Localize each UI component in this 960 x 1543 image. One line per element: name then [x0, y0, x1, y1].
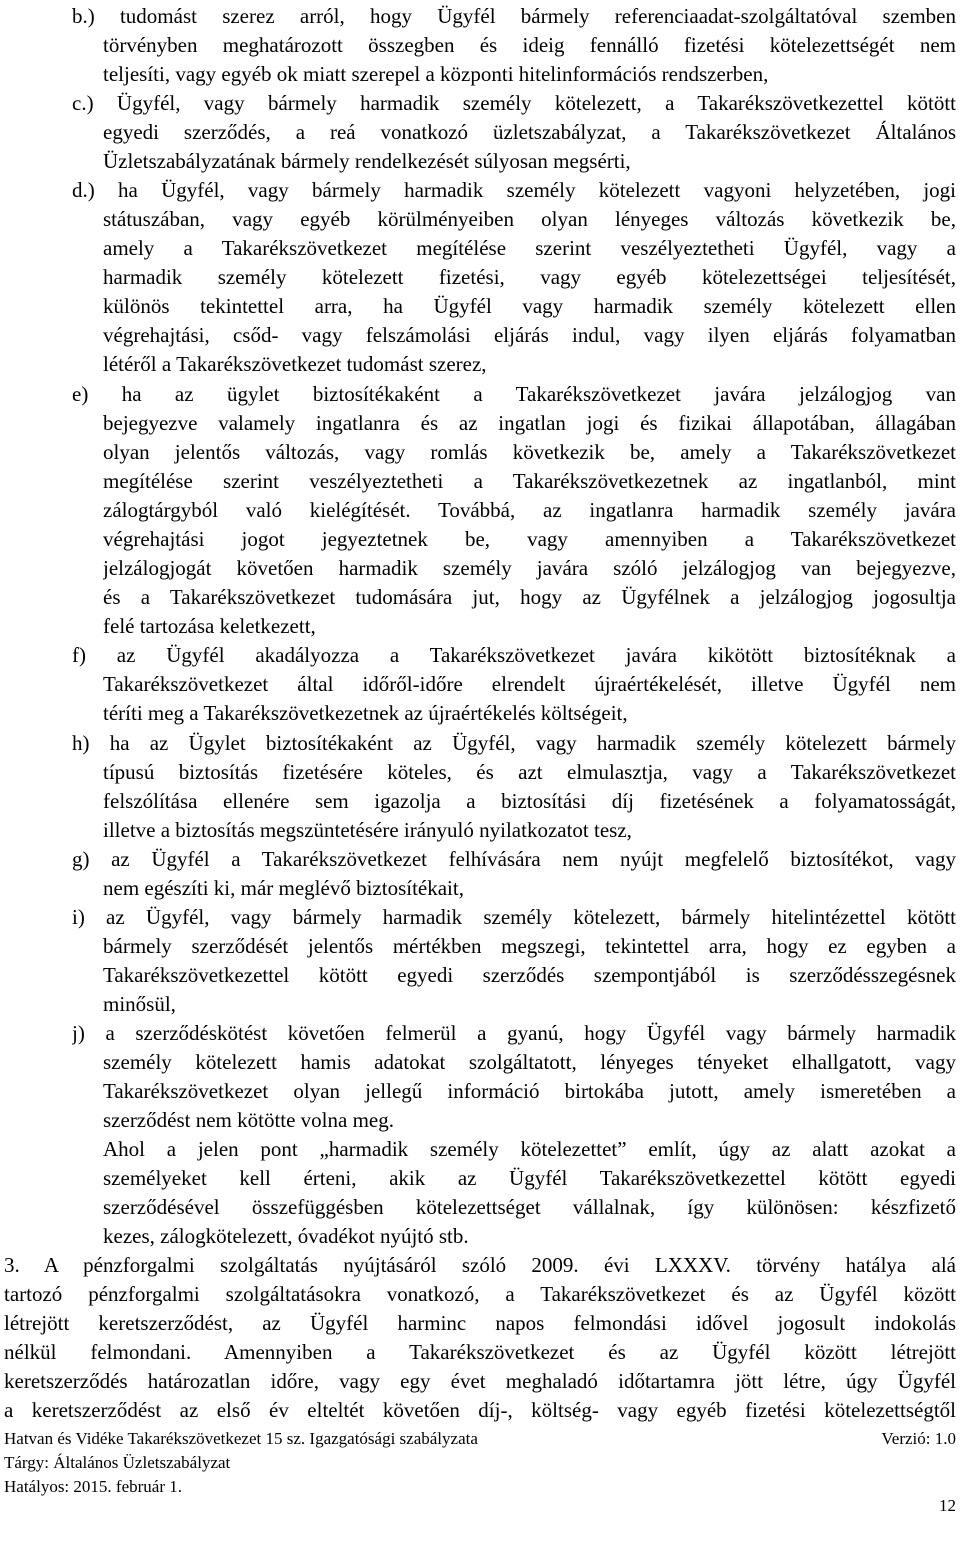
text-line: típusú biztosítás fizetésére köteles, és azt elmulasztja, vagy a Takarékszövetkezet — [103, 760, 956, 784]
text-line: g) az Ügyfél a Takarékszövetkezet felhívására nem nyújt megfelelő biztosítékot, vagy — [72, 847, 956, 871]
text-line: keretszerződés határozatlan időre, vagy egy évet meghaladó időtartamra jött létre, úgy Ügyfél — [4, 1369, 956, 1393]
text-line: h) ha az Ügylet biztosítékaként az Ügyfél, vagy harmadik személy kötelezett bármely — [72, 731, 956, 755]
text-line: végrehajtási jogot jegyeztetnek be, vagy amennyiben a Takarékszövetkezet — [103, 527, 956, 551]
page-number: 12 — [939, 1496, 956, 1515]
text-line: személyeket kell érteni, akik az Ügyfél Takarékszövetkezettel kötött egyedi — [103, 1166, 956, 1190]
text-line: illetve a biztosítás megszüntetésére irányuló nyilatkozatot tesz, — [103, 818, 632, 842]
text-line: minősül, — [103, 992, 176, 1016]
text-line: személy kötelezett hamis adatokat szolgáltatott, lényeges tényeket elhallgatott, vagy — [103, 1050, 956, 1074]
text-line: zálogtárgyból való kielégítését. Továbbá, az ingatlanra harmadik személy javára — [103, 498, 956, 522]
text-line: egyedi szerződés, a reá vonatkozó üzletszabályzat, a Takarékszövetkezet Általános — [103, 120, 956, 144]
text-line: olyan jelentős változás, vagy romlás következik be, amely a Takarékszövetkezet — [103, 440, 956, 464]
footer-organization: Hatvan és Vidéke Takarékszövetkezet 15 sz. Igazgatósági szabályzata — [4, 1429, 478, 1448]
text-line: harmadik személy kötelezett fizetési, vagy egyéb kötelezettségei teljesítését, — [103, 265, 956, 289]
text-line: b.) tudomást szerez arról, hogy Ügyfél bármely referenciaadat-szolgáltatóval szemben — [72, 4, 956, 28]
text-line: téríti meg a Takarékszövetkezetnek az újraértékelés költségeit, — [103, 701, 628, 725]
text-line: felszólítása ellenére sem igazolja a biztosítási díj fizetésének a folyamatosságát, — [103, 789, 956, 813]
text-line: i) az Ügyfél, vagy bármely harmadik személy kötelezett, bármely hitelintézettel kötött — [72, 905, 956, 929]
text-line: és a Takarékszövetkezet tudomására jut, hogy az Ügyfélnek a jelzálogjog jogosultja — [103, 585, 956, 609]
text-line: megítélése szerint veszélyeztetheti a Takarékszövetkezetnek az ingatlanból, mint — [103, 469, 956, 493]
text-line: bejegyezve valamely ingatlanra és az ingatlan jogi és fizikai állapotában, állagában — [103, 411, 956, 435]
text-line: kezes, zálogkötelezett, óvadékot nyújtó stb. — [103, 1224, 469, 1248]
text-line: különös tekintettel arra, ha Ügyfél vagy harmadik személy kötelezett ellen — [103, 294, 956, 318]
footer-effective-date: Hatályos: 2015. február 1. — [4, 1477, 182, 1496]
text-line: szerződésével összefüggésben kötelezettséget vállalnak, így különösen: készfizető — [103, 1195, 956, 1219]
text-line: tartozó pénzforgalmi szolgáltatásokra vonatkozó, a Takarékszövetkezet és az Ügyfél között — [4, 1282, 956, 1306]
text-line: Takarékszövetkezet által időről-időre elrendelt újraértékelését, illetve Ügyfél nem — [103, 672, 956, 696]
text-line: c.) Ügyfél, vagy bármely harmadik személy kötelezett, a Takarékszövetkezettel kötött — [72, 91, 956, 115]
text-line: nélkül felmondani. Amennyiben a Takarékszövetkezet és az Ügyfél között létrejött — [4, 1340, 956, 1364]
footer-subject: Tárgy: Általános Üzletszabályzat — [4, 1453, 231, 1472]
text-line: f) az Ügyfél akadályozza a Takarékszövetkezet javára kikötött biztosítéknak a — [72, 643, 956, 667]
text-line: Ahol a jelen pont „harmadik személy kötelezettet” említ, úgy az alatt azokat a — [103, 1137, 956, 1161]
text-line: nem egészíti ki, már meglévő biztosítékait, — [103, 876, 464, 900]
text-line: törvényben meghatározott összegben és ideig fennálló fizetési kötelezettségét nem — [103, 33, 956, 57]
text-line: státuszában, vagy egyéb körülményeiben olyan lényeges változás következik be, — [103, 207, 956, 231]
text-line: Üzletszabályzatának bármely rendelkezését súlyosan megsérti, — [103, 149, 631, 173]
text-line: jelzálogjogát követően harmadik személy javára szóló jelzálogjog van bejegyezve, — [103, 556, 956, 580]
text-line: felé tartozása keletkezett, — [103, 614, 316, 638]
text-line: j) a szerződéskötést követően felmerül a gyanú, hogy Ügyfél vagy bármely harmadik — [72, 1021, 956, 1045]
footer-version: Verzió: 1.0 — [881, 1429, 956, 1448]
text-line: amely a Takarékszövetkezet megítélése szerint veszélyeztetheti Ügyfél, vagy a — [103, 236, 956, 260]
text-line: szerződést nem kötötte volna meg. — [103, 1108, 394, 1132]
text-line: Takarékszövetkezet olyan jellegű információ birtokába jutott, amely ismeretében a — [103, 1079, 956, 1103]
text-line: létéről a Takarékszövetkezet tudomást szerez, — [103, 352, 487, 376]
text-line: 3. A pénzforgalmi szolgáltatás nyújtásáról szóló 2009. évi LXXXV. törvény hatálya alá — [4, 1253, 956, 1277]
text-line: végrehajtási, csőd- vagy felszámolási eljárás indul, vagy ilyen eljárás folyamatban — [103, 323, 956, 347]
text-line: bármely szerződését jelentős mértékben megszegi, tekintettel arra, hogy ez egyben a — [103, 934, 956, 958]
text-line: létrejött keretszerződést, az Ügyfél harminc napos felmondási idővel jogosult indokolás — [4, 1311, 956, 1335]
text-line: e) ha az ügylet biztosítékaként a Takarékszövetkezet javára jelzálogjog van — [72, 382, 956, 406]
text-line: Takarékszövetkezettel kötött egyedi szerződés szempontjából is szerződésszegésnek — [103, 963, 956, 987]
text-line: teljesíti, vagy egyéb ok miatt szerepel a központi hitelinformációs rendszerben, — [103, 62, 769, 86]
text-line: a keretszerződést az első év elteltét követően díj-, költség- vagy egyéb fizetési kötelezettségtől — [4, 1398, 956, 1422]
text-line: d.) ha Ügyfél, vagy bármely harmadik személy kötelezett vagyoni helyzetében, jogi — [72, 178, 956, 202]
